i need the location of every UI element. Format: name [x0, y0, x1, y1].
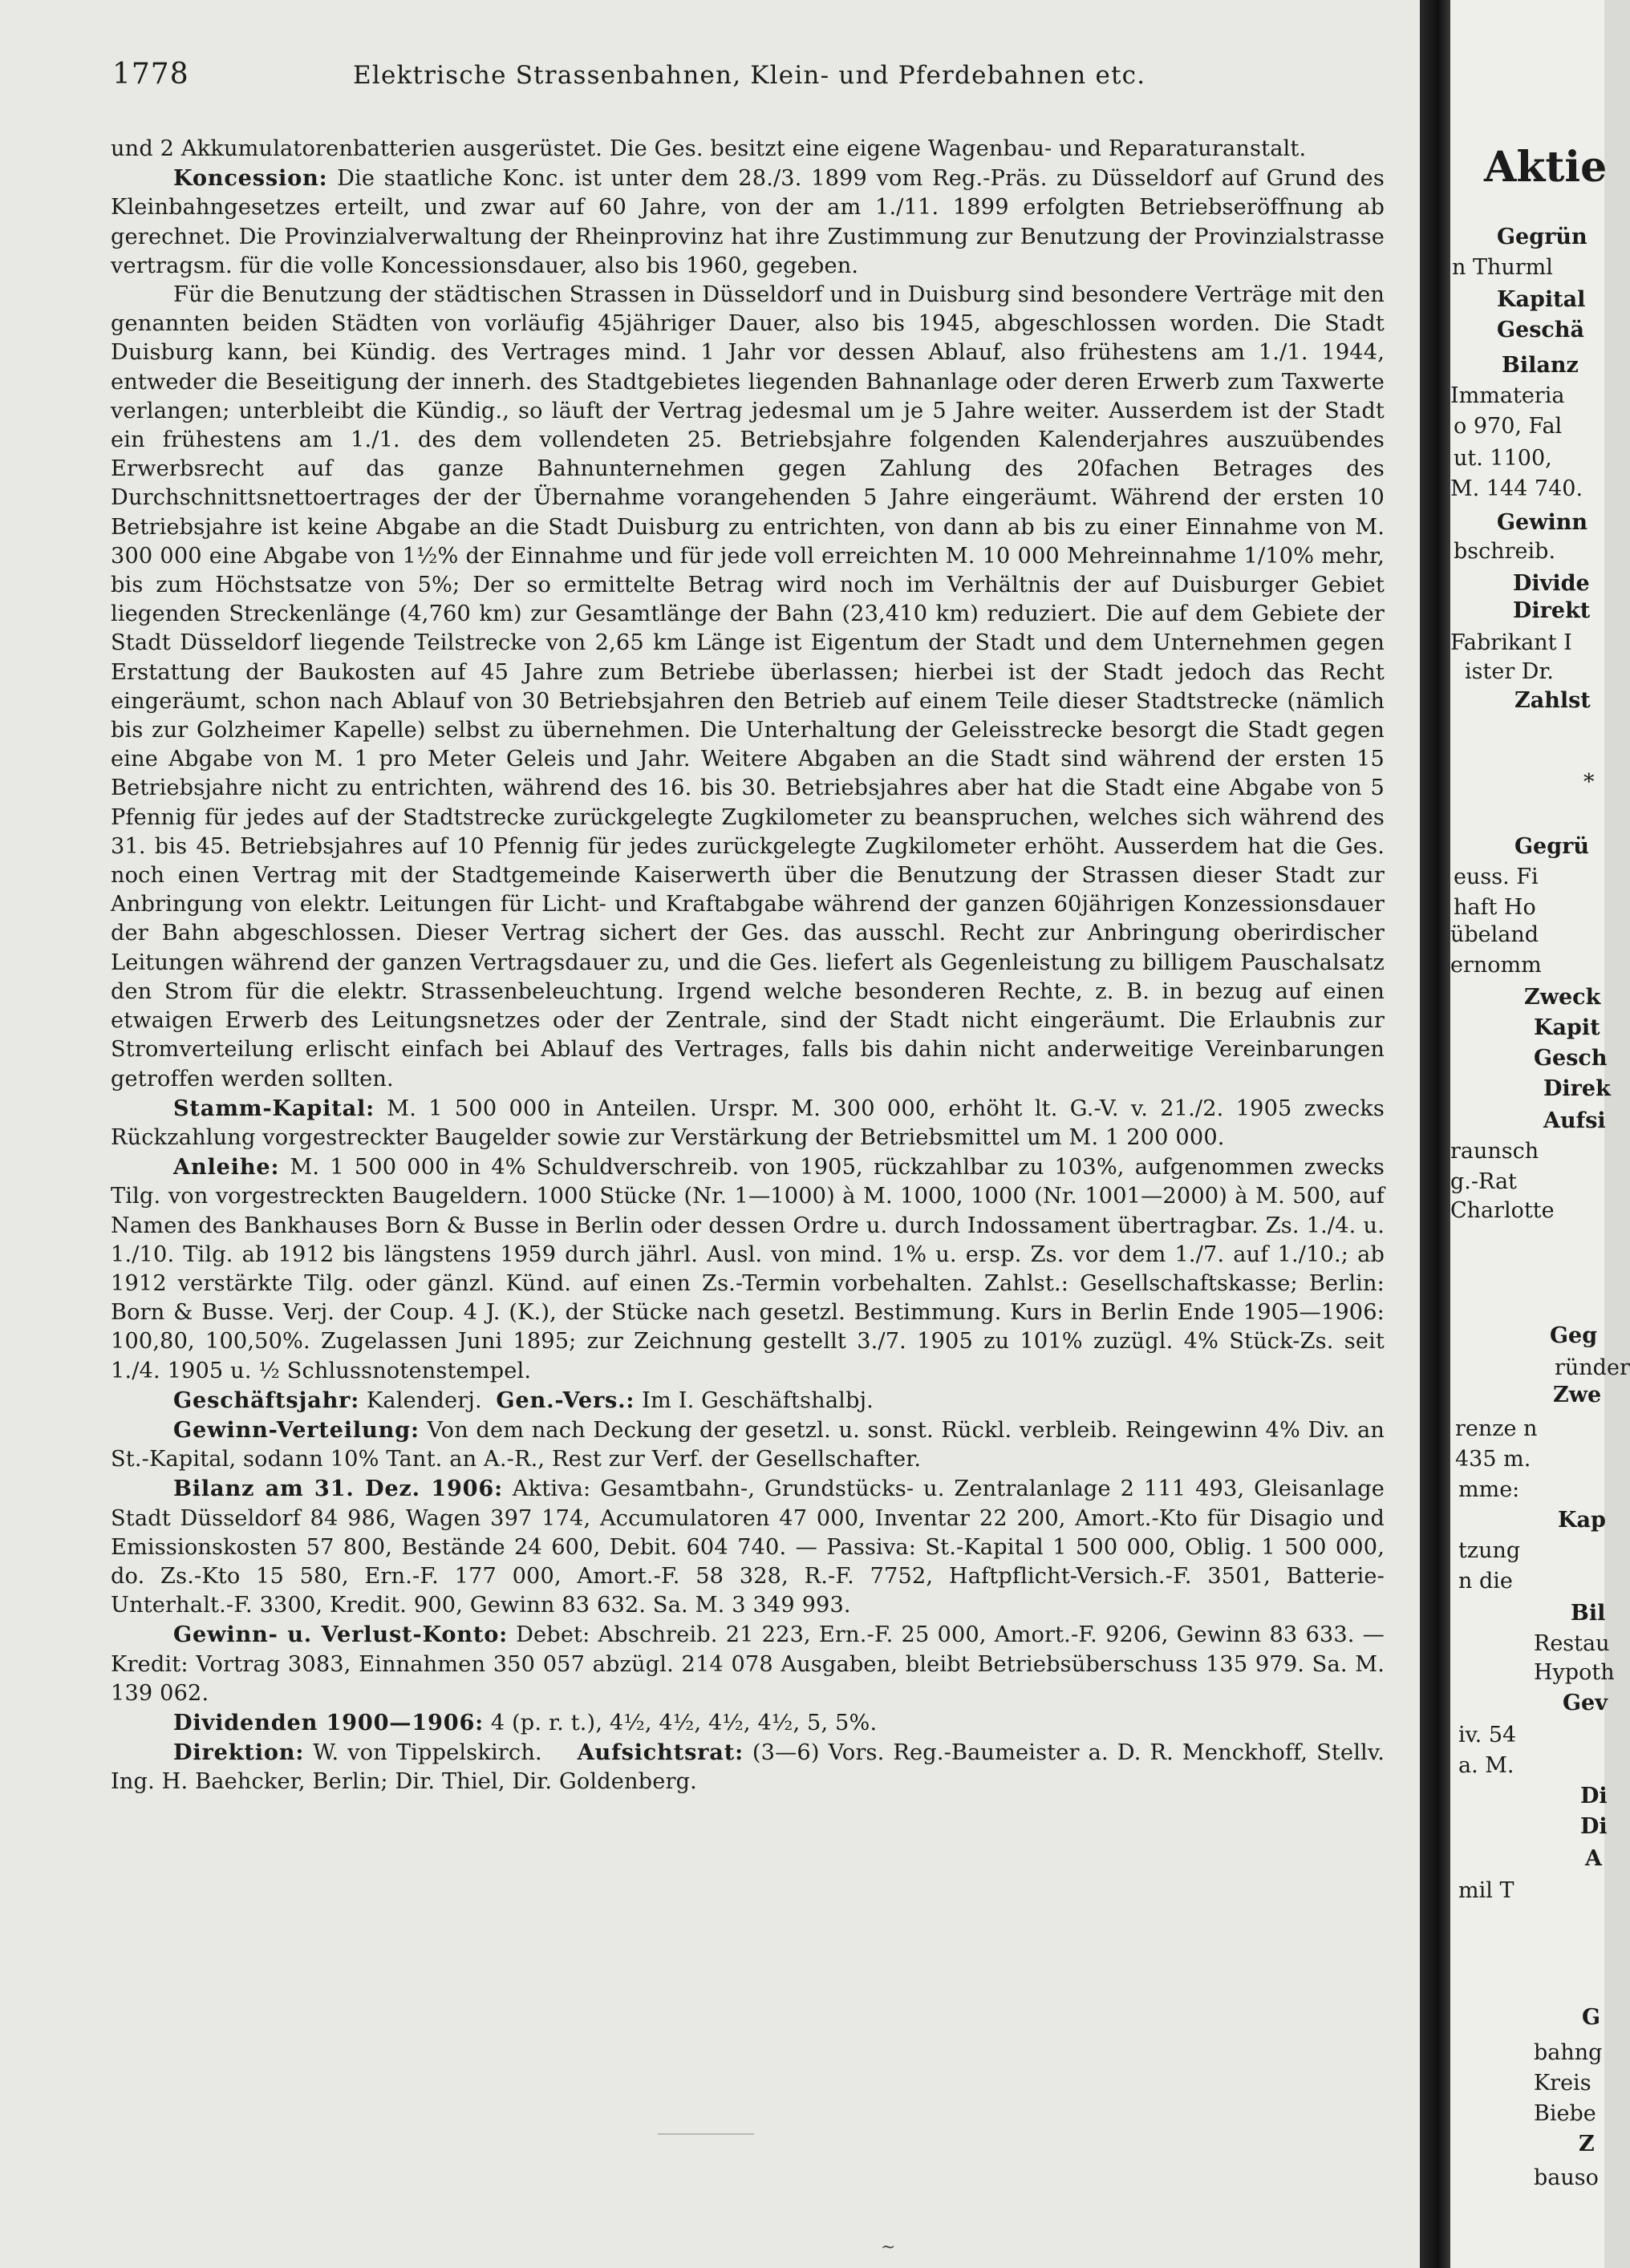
paragraph-gewinn-verteilung: Gewinn-Verteilung: Von dem nach Deckung der gesetzl. u. sonst. Rückl. verbleib. Reingewinn 4% Div. an St.-Kapital, sodann 10% Tant. an A.-R., Rest zur Verf. der Gesellschafter. — [111, 1416, 1385, 1472]
page-header — [112, 58, 1388, 98]
paragraph-koncession: Koncession: Die staatliche Konc. ist unter dem 28./3. 1899 vom Reg.-Präs. zu Düsseldorf auf Grund des Kleinbahngesetzes erteilt, und zwar auf 60 Jahre, von der am 1./11. 1899 erfolgten Betriebseröffnung ab gerechnet. Die Provinzialverwaltung der Rheinprovinz hat ihre Zustimmung zur Benutzung der Provinzialstrasse vertragsm. für die volle Koncessionsdauer, also bis 1960, gegeben. — [111, 165, 1385, 278]
adjacent-page-line: Aktie — [1484, 143, 1608, 192]
adjacent-page-line: Geschä — [1497, 318, 1585, 342]
section-label: Gewinn-Verteilung: — [173, 1416, 420, 1443]
adjacent-page-line: Divide — [1513, 571, 1590, 596]
adjacent-page-line: Fabrikant I — [1450, 630, 1572, 655]
adjacent-page-fragment — [1450, 0, 1630, 2268]
adjacent-page-line: mil T — [1458, 1878, 1514, 1903]
adjacent-page-line: G — [1582, 2005, 1601, 2030]
adjacent-page-line: Biebe — [1534, 2101, 1596, 2126]
section-label: Gewinn- u. Verlust-Konto: — [173, 1622, 508, 1648]
adjacent-page-line: Gesch — [1534, 1046, 1608, 1071]
adjacent-page-line: Kap — [1558, 1508, 1606, 1533]
adjacent-page-line: tzung — [1458, 1538, 1521, 1563]
running-title: Elektrische Strassenbahnen, Klein- und Pferdebahnen etc. — [353, 61, 1146, 90]
adjacent-page-line: Charlotte — [1450, 1198, 1555, 1223]
adjacent-page-line: Bil — [1571, 1601, 1606, 1626]
adjacent-page-line: 435 m. — [1455, 1447, 1531, 1472]
adjacent-page-line: Zwe — [1553, 1383, 1602, 1407]
section-label: Geschäftsjahr: — [173, 1387, 360, 1413]
adjacent-page-line: raunsch — [1450, 1139, 1539, 1164]
section-label: Bilanz am 31. Dez. 1906: — [173, 1476, 503, 1502]
footer-rule — [658, 2133, 754, 2135]
page-number: 1778 — [112, 58, 189, 91]
adjacent-page-line: mme: — [1458, 1477, 1520, 1502]
paragraph-dividenden: Dividenden 1900—1906: 4 (p. r. t.), 4½, 4½, 4½, 4½, 5, 5%. — [173, 1709, 878, 1735]
adjacent-page-line: renze n — [1455, 1416, 1538, 1441]
section-label: Direktion: — [173, 1739, 305, 1766]
adjacent-page-line: euss. Fi — [1454, 865, 1539, 889]
paragraph-geschaeftsjahr: Geschäftsjahr: Kalenderj. Gen.-Vers.: Im I. Geschäftshalbj. — [173, 1387, 874, 1413]
adjacent-page-line: * — [1583, 770, 1595, 795]
section-label: Aufsichtsrat: — [577, 1739, 744, 1766]
adjacent-page-line: A — [1585, 1846, 1602, 1871]
adjacent-page-line: Z — [1579, 2132, 1595, 2157]
adjacent-page-line: ister Dr. — [1465, 659, 1554, 684]
adjacent-page-line: Gewinn — [1497, 510, 1587, 535]
adjacent-page-line: a. M. — [1458, 1753, 1514, 1778]
adjacent-page-line: Hypoth — [1534, 1660, 1615, 1685]
paragraph-intro: und 2 Akkumulatorenbatterien ausgerüstet. Die Ges. besitzt eine eigene Wagenbau- und Reparaturanstalt. — [111, 136, 1307, 161]
section-label: Stamm-Kapital: — [173, 1095, 375, 1121]
adjacent-page-line: ut. 1100, — [1454, 446, 1552, 471]
adjacent-page-line: Restau — [1534, 1631, 1610, 1656]
adjacent-page-line: Direkt — [1513, 598, 1591, 623]
adjacent-page-line: Gev — [1563, 1691, 1608, 1715]
paragraph-gewinn-verlust: Gewinn- u. Verlust-Konto: Debet: Abschreib. 21 223, Ern.-F. 25 000, Amort.-F. 9206, Gewinn 83 633. — Kredit: Vortrag 3083, Einnahmen 350 057 abzügl. 214 078 Ausgaben, bleibt Betriebsüberschuss 135 979. Sa. M. 139 062. — [111, 1622, 1385, 1706]
adjacent-page-line: Di — [1580, 1784, 1608, 1808]
section-label: Koncession: — [173, 165, 328, 192]
adjacent-page-line: ründer — [1555, 1355, 1630, 1380]
adjacent-page-line: Aufsi — [1543, 1108, 1606, 1133]
section-label: Dividenden 1900—1906: — [173, 1709, 485, 1735]
adjacent-page-line: Direk — [1543, 1076, 1611, 1101]
adjacent-page-line: M. 144 740. — [1450, 476, 1583, 501]
adjacent-page-line: bahng — [1534, 2040, 1603, 2065]
adjacent-page-line: Gegrün — [1497, 225, 1587, 249]
adjacent-page-line: n die — [1458, 1569, 1513, 1594]
paragraph-bilanz: Bilanz am 31. Dez. 1906: Aktiva: Gesamtbahn-, Grundstücks- u. Zentralanlage 2 111 493, Gleisanlage Stadt Düsseldorf 84 986, Wagen 397 174, Accumulatoren 47 000, Inventar 22 200, Amort.-Kto für Disagio und Emissionskosten 57 800, Bestände 24 600, Debit. 604 740. — Passiva: St.-Kapital 1 500 000, Oblig. 1 500 000, do. Zs.-Kto 15 580, Ern.-F. 177 000, Amort.-F. 58 328, R.-F. 7752, Haftpflicht-Versich.-F. 3501, Batterie-Unterhalt.-F. 3300, Kredit. 900, Gewinn 83 632. Sa. M. 3 349 993. — [111, 1476, 1385, 1618]
adjacent-page-line: n Thurml — [1452, 255, 1553, 280]
adjacent-page-line: Kapit — [1534, 1015, 1600, 1040]
adjacent-page-line: haft Ho — [1454, 895, 1536, 920]
article-body — [111, 135, 1385, 1797]
adjacent-page-line: Kapital — [1497, 287, 1586, 312]
adjacent-page-lines — [1450, 0, 1630, 2268]
paragraph-stamm-kapital: Stamm-Kapital: M. 1 500 000 in Anteilen. Urspr. M. 300 000, erhöht lt. G.-V. v. 21./2. 1905 zwecks Rückzahlung vorgestreckter Baugelder sowie zur Verstärkung der Betriebsmittel um M. 1 200 000. — [111, 1095, 1385, 1150]
adjacent-page-line: Kreis — [1534, 2071, 1591, 2096]
adjacent-page-line: Zahlst — [1514, 688, 1591, 713]
adjacent-page-line: Bilanz — [1502, 353, 1579, 378]
section-label: Anleihe: — [173, 1154, 280, 1181]
adjacent-page-line: iv. 54 — [1458, 1723, 1517, 1748]
adjacent-page-line: bschreib. — [1454, 539, 1556, 564]
page-mark: ~ — [881, 2238, 896, 2258]
adjacent-page-line: Di — [1580, 1814, 1608, 1839]
adjacent-page-line: ernomm — [1450, 953, 1542, 978]
section-label: Gen.-Vers.: — [496, 1387, 635, 1413]
paragraph-street-contracts: Für die Benutzung der städtischen Strassen in Düsseldorf und in Duisburg sind besondere Verträge mit den genannten beiden Städten von vorläufig 45jähriger Dauer, also bis 1945, abgeschlossen worden. Die Stadt Duisburg kann, bei Kündig. des Vertrages mind. 1 Jahr vor dessen Ablauf, also frühestens am 1./1. 1944, entweder die Beseitigung der innerh. des Stadtgebietes liegenden Bahnanlage oder deren Erwerb zum Taxwerte verlangen; unterbleibt die Kündig., so läuft der Vertrag jedesmal um je 5 Jahre weiter. Ausserdem ist der Stadt ein frühestens am 1./1. des dem vollendeten 25. Betriebsjahre folgenden Kalenderjahres auszuübendes Erwerbsrecht auf das ganze Bahnunternehmen gegen Zahlung des 20fachen Betrages des Durchschnittsnettoertrages der der Übernahme vorangehenden 5 Jahre eingeräumt. Während der ersten 10 Betriebsjahre ist keine Abgabe an die Stadt Duisburg zu entrichten, von dann ab bis zu einer Einnahme von M. 300 000 eine Abgabe von 1½% der Einnahme und für jede voll erreichten M. 10 000 Mehreinnahme 1/10% mehr, bis zum Höchstsatze von 5%; Der so ermittelte Betrag wird noch im Verhältnis der auf Duisburger Gebiet liegenden Streckenlänge (4,760 km) zur Gesamtlänge der Bahn (23,410 km) reduziert. Die auf dem Gebiete der Stadt Düsseldorf liegende Teilstrecke von 2,65 km Länge ist Eigentum der Stadt und dem Unternehmen gegen Erstattung der Baukosten auf 45 Jahre zum Betriebe überlassen; hierbei ist der Stadt jedoch das Recht eingeräumt, schon nach Ablauf von 30 Betriebsjahren den Betrieb auf einem Teile dieser Stadtstrecke (nämlich bis zur Golzheimer Kapelle) selbst zu übernehmen. Die Unterhaltung der Geleisstrecke besorgt die Stadt gegen eine Abgabe von M. 1 pro Meter Geleis und Jahr. Weitere Abgaben an die Stadt sind während der ersten 15 Betriebsjahre nicht zu entrichten, während des 16. bis 30. Betriebsjahres aber hat die Stadt eine Abgabe von 5 Pfennig für jedes auf der Stadtstrecke zurückgelegte Zugkilometer zu beanspruchen, welches sich während des 31. bis 45. Betriebsjahres auf 10 Pfennig für jedes zurückgelegte Zugkilometer erhöht. Ausserdem hat die Ges. noch einen Vertrag mit der Stadtgemeinde Kaiserwerth über die Benutzung der Strassen dieser Stadt zur Anbringung von elektr. Leitungen für Licht- und Kraftabgabe während der ganzen 60jährigen Konzessionsdauer der Bahn abgeschlossen. Dieser Vertrag sichert der Ges. das ausschl. Recht zur Anbringung oberirdischer Leitungen während der ganzen Vertragsdauer zu, und die Ges. liefert als Gegenleistung zu billigem Pauschalsatz den Strom für die elektr. Strassenbeleuchtung. Irgend welche besonderen Rechte, z. B. in bezug auf einen etwaigen Erwerb des Leitungsnetzes oder der Zentrale, sind der Stadt nicht eingeräumt. Die Erlaubnis zur Stromverteilung erlischt einfach bei Ablauf des Vertrages, falls bis dahin nicht anderweitige Vereinbarungen getroffen werden sollten. — [111, 282, 1385, 1091]
adjacent-page-line: Zweck — [1524, 985, 1601, 1010]
adjacent-page-line: übeland — [1450, 922, 1539, 947]
adjacent-page-line: bauso — [1534, 2165, 1599, 2190]
adjacent-page-line: Immateria — [1450, 383, 1565, 408]
book-gutter — [1420, 0, 1450, 2268]
adjacent-page-line: Geg — [1550, 1323, 1598, 1348]
adjacent-page-line: o 970, Fal — [1454, 414, 1563, 439]
adjacent-page-line: Gegrü — [1514, 834, 1589, 859]
paragraph-direktion: Direktion: W. von Tippelskirch. Aufsichtsrat: (3—6) Vors. Reg.-Baumeister a. D. R. Menckhoff, Stellv. Ing. H. Baehcker, Berlin; Dir. Thiel, Dir. Goldenberg. — [111, 1739, 1385, 1795]
paragraph-anleihe: Anleihe: M. 1 500 000 in 4% Schuldverschreib. von 1905, rückzahlbar zu 103%, aufgenommen zwecks Tilg. von vorgestreckten Baugeldern. 1000 Stücke (Nr. 1—1000) à M. 1000, 1000 (Nr. 1001—2000) à M. 500, auf Namen des Bankhauses Born & Busse in Berlin oder dessen Ordre u. durch Indossament übertragbar. Zs. 1./4. u. 1./10. Tilg. ab 1912 bis längstens 1959 durch jährl. Ausl. von mind. 1% u. ersp. Zs. vor dem 1./7. auf 1./10.; ab 1912 verstärkte Tilg. oder gänzl. Künd. auf einen Zs.-Termin vorbehalten. Zahlst.: Gesellschaftskasse; Berlin: Born & Busse. Verj. der Coup. 4 J. (K.), der Stücke nach gesetzl. Bestimmung. Kurs in Berlin Ende 1905—1906: 100,80, 100,50%. Zugelassen Juni 1895; zur Zeichnung gestellt 3./7. 1905 zu 101% zuzügl. 4% Stück-Zs. seit 1./4. 1905 u. ½ Schlussnotenstempel. — [111, 1154, 1385, 1383]
adjacent-page-line: g.-Rat — [1450, 1169, 1517, 1194]
